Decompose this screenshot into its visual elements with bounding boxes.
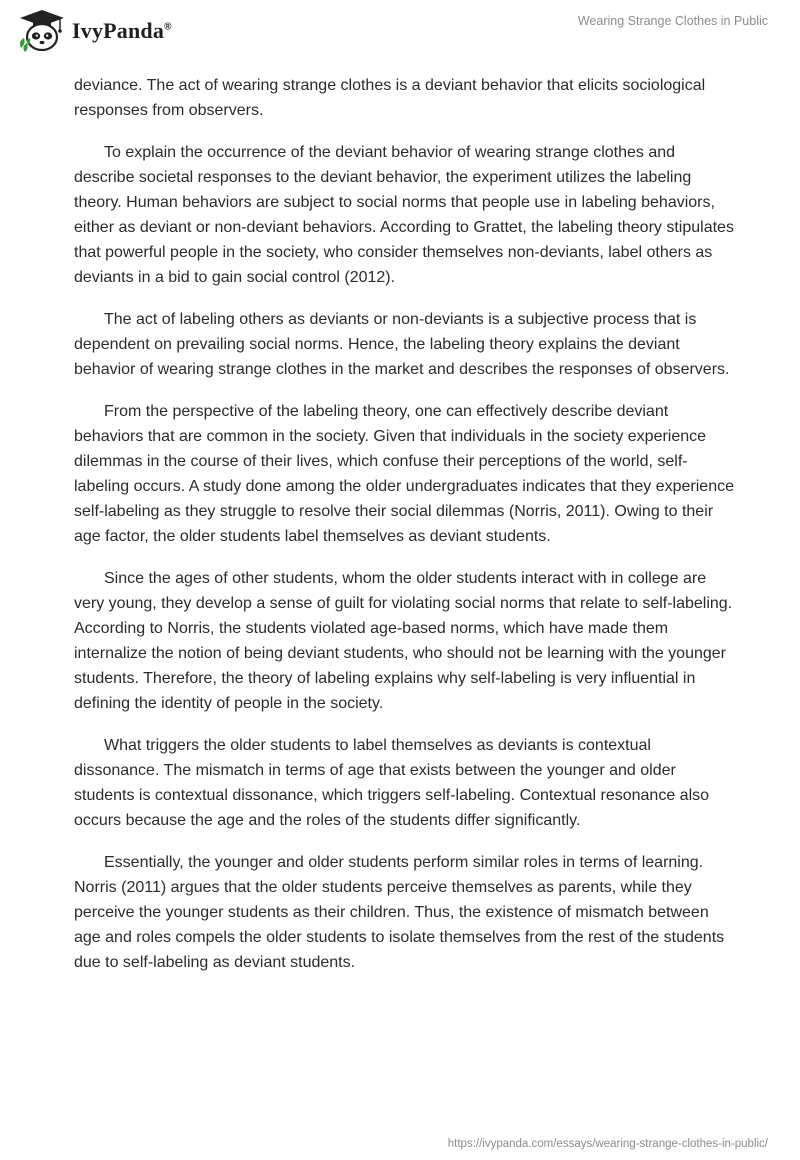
essay-body xyxy=(74,73,734,992)
logo-wordmark xyxy=(72,18,172,44)
paragraph: The act of labeling others as deviants or non-deviants is a subjective process that is dependent on prevailing social norms. Hence, the labeling theory explains the deviant behavior of wearing strange clothes in the market and describes the responses of observers. xyxy=(74,311,730,378)
ivypanda-logo[interactable] xyxy=(16,8,172,54)
source-url-link[interactable]: https://ivypanda.com/essays/wearing-strange-clothes-in-public/ xyxy=(447,1138,768,1150)
paragraph: Essentially, the younger and older students perform similar roles in terms of learning. Norris (2011) argues that the older students perceive themselves as parents, while they perceive the younger students as their children. Thus, the existence of mismatch between age and roles compels the older students to isolate themselves from the rest of the students due to self-labeling as deviant students. xyxy=(74,854,725,971)
paragraph: To explain the occurrence of the deviant behavior of wearing strange clothes and describe societal responses to the deviant behavior, the experiment utilizes the labeling theory. Human behaviors are subject to social norms that people use in labeling behaviors, either as deviant or non-deviant behaviors. According to Grattet, the labeling theory stipulates that powerful people in the society, who consider themselves non-deviants, label others as deviants in a bid to gain social control (2012). xyxy=(74,144,734,286)
registered-mark: ® xyxy=(164,21,172,33)
panda-graduate-icon xyxy=(16,8,68,54)
document-title: Wearing Strange Clothes in Public xyxy=(577,14,768,28)
paragraph: What triggers the older students to label themselves as deviants is contextual dissonance. The mismatch in terms of age that exists between the younger and older students is contextual dissonance, which triggers self-labeling. Contextual resonance also occurs because the age and the roles of the students differ significantly. xyxy=(74,737,710,829)
paragraph-continuation: deviance. The act of wearing strange clothes is a deviant behavior that elicits sociological responses from observers. xyxy=(74,77,706,119)
logo-wordmark-text: IvyPanda xyxy=(72,18,165,43)
paragraph: From the perspective of the labeling theory, one can effectively describe deviant behaviors that are common in the society. Given that individuals in the society experience dilemmas in the course of their lives, which confuse their perceptions of the world, self-labeling occurs. A study done among the older undergraduates indicates that they experience self-labeling as they struggle to resolve their social dilemmas (Norris, 2011). Owing to their age factor, the older students label themselves as deviant students. xyxy=(74,403,734,545)
page-header xyxy=(0,0,800,70)
paragraph: Since the ages of other students, whom the older students interact with in college are very young, they develop a sense of guilt for violating social norms that relate to self-labeling. According to Norris, the students violated age-based norms, which have made them internalize the notion of being deviant students, who should not be learning with the younger students. Therefore, the theory of labeling explains why self-labeling is very influential in defining the identity of people in the society. xyxy=(74,570,733,712)
